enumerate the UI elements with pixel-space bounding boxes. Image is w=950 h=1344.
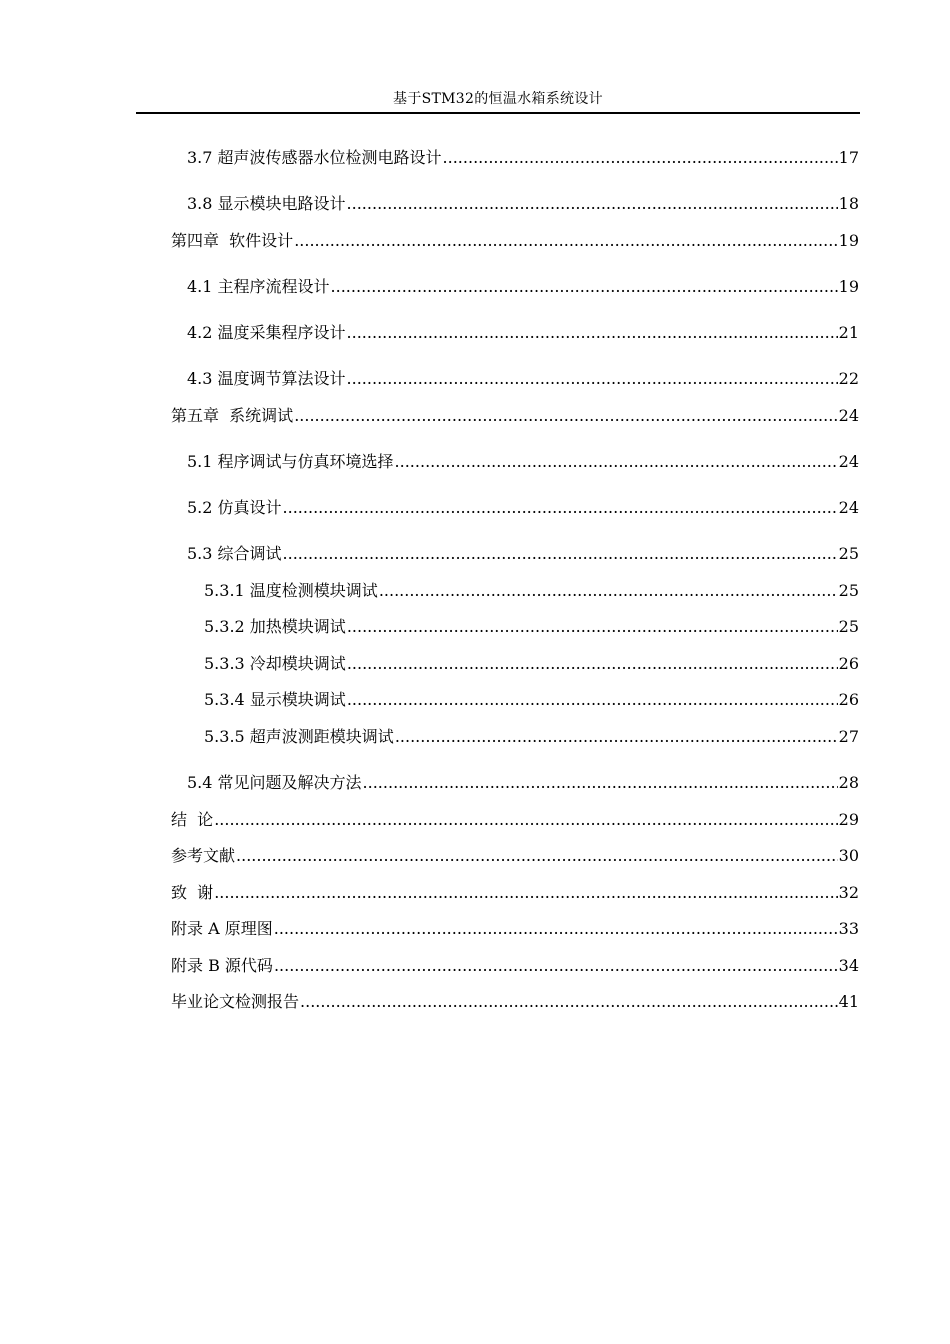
toc-page-number: 22 [838, 369, 859, 388]
toc-dot-leader [294, 404, 837, 428]
toc-entry-4-3[interactable] [187, 367, 859, 391]
toc-entry-5-3-1[interactable] [204, 579, 859, 603]
toc-page-number: 34 [838, 956, 859, 975]
toc-entry-5-3-5[interactable] [204, 725, 859, 749]
toc-page-number: 30 [838, 846, 859, 865]
toc-entry-title: 4.3 温度调节算法设计 [187, 369, 346, 388]
toc-entry-title: 5.3.5 超声波测距模块调试 [204, 727, 394, 746]
toc-entry-chapter-4[interactable] [171, 229, 859, 253]
toc-entry-title: 5.2 仿真设计 [187, 498, 282, 517]
toc-dot-leader [395, 450, 838, 474]
toc-dot-leader [395, 725, 838, 749]
toc-entry-5-3-4[interactable] [204, 688, 859, 712]
toc-entry-title: 5.3.4 显示模块调试 [204, 690, 346, 709]
toc-page-number: 24 [838, 406, 859, 425]
toc-entry-4-2[interactable] [187, 321, 859, 345]
toc-page-number: 25 [838, 617, 859, 636]
running-header-title: 基于STM32的恒温水箱系统设计 [393, 91, 603, 107]
toc-entry-title: 附录 B 源代码 [171, 956, 273, 975]
toc-entry-chapter-5[interactable] [171, 404, 859, 428]
toc-dot-leader [347, 688, 838, 712]
toc-entry-title: 5.4 常见问题及解决方法 [187, 773, 362, 792]
toc-page-number: 29 [838, 810, 859, 829]
toc-entry-4-1[interactable] [187, 275, 859, 299]
toc-dot-leader [347, 321, 838, 345]
toc-entry-title: 结 论 [171, 810, 214, 829]
toc-entry-5-1[interactable] [187, 450, 859, 474]
toc-page-number: 25 [838, 581, 859, 600]
toc-entry-5-3[interactable] [187, 542, 859, 566]
toc-page-number: 21 [838, 323, 859, 342]
toc-entry-title: 4.2 温度采集程序设计 [187, 323, 346, 342]
toc-entry-references[interactable] [171, 844, 859, 868]
toc-dot-leader [274, 917, 838, 941]
toc-entry-conclusion[interactable] [171, 808, 859, 832]
toc-dot-leader [347, 615, 838, 639]
toc-page-number: 41 [838, 992, 859, 1011]
toc-entry-title: 毕业论文检测报告 [171, 992, 300, 1011]
toc-entry-3-8[interactable] [187, 192, 859, 216]
toc-dot-leader [347, 367, 838, 391]
toc-dot-leader [363, 771, 838, 795]
toc-entry-title: 第五章 系统调试 [171, 406, 294, 425]
toc-entry-title: 附录 A 原理图 [171, 919, 273, 938]
toc-page-number: 28 [838, 773, 859, 792]
toc-page-number: 17 [838, 148, 859, 167]
toc-page-number: 19 [838, 231, 859, 250]
toc-dot-leader [443, 146, 838, 170]
toc-entry-check-report[interactable] [171, 990, 859, 1014]
toc-entry-title: 5.3.2 加热模块调试 [204, 617, 346, 636]
toc-entry-title: 参考文献 [171, 846, 236, 865]
toc-page-number: 25 [838, 544, 859, 563]
toc-page-number: 27 [838, 727, 859, 746]
toc-entry-5-3-2[interactable] [204, 615, 859, 639]
toc-page-number: 24 [838, 452, 859, 471]
toc-dot-leader [331, 275, 838, 299]
toc-entry-title: 3.8 显示模块电路设计 [187, 194, 346, 213]
toc-page-number: 18 [838, 194, 859, 213]
toc-entry-acknowledgements[interactable] [171, 881, 859, 905]
toc-entry-title: 5.1 程序调试与仿真环境选择 [187, 452, 394, 471]
toc-dot-leader [274, 954, 838, 978]
toc-entry-title: 5.3.1 温度检测模块调试 [204, 581, 378, 600]
toc-page-number: 26 [838, 654, 859, 673]
toc-dot-leader [214, 808, 837, 832]
toc-entry-title: 5.3 综合调试 [187, 544, 282, 563]
toc-entry-title: 致 谢 [171, 883, 214, 902]
toc-page-number: 33 [838, 919, 859, 938]
toc-dot-leader [283, 542, 838, 566]
toc-dot-leader [294, 229, 837, 253]
toc-dot-leader [283, 496, 838, 520]
toc-dot-leader [214, 881, 837, 905]
toc-page-number: 24 [838, 498, 859, 517]
toc-entry-5-2[interactable] [187, 496, 859, 520]
toc-dot-leader [347, 652, 838, 676]
toc-page-number: 32 [838, 883, 859, 902]
toc-dot-leader [379, 579, 838, 603]
toc-entry-appendix-b[interactable] [171, 954, 859, 978]
toc-entry-appendix-a[interactable] [171, 917, 859, 941]
toc-entry-title: 3.7 超声波传感器水位检测电路设计 [187, 148, 442, 167]
toc-page-number: 26 [838, 690, 859, 709]
toc-page-number: 19 [838, 277, 859, 296]
toc-entry-5-3-3[interactable] [204, 652, 859, 676]
toc-entry-title: 第四章 软件设计 [171, 231, 294, 250]
toc-dot-leader [347, 192, 838, 216]
toc-entry-title: 4.1 主程序流程设计 [187, 277, 330, 296]
toc-entry-5-4[interactable] [187, 771, 859, 795]
toc-dot-leader [236, 844, 838, 868]
toc-dot-leader [300, 990, 838, 1014]
toc-entry-title: 5.3.3 冷却模块调试 [204, 654, 346, 673]
toc-entry-3-7[interactable] [187, 146, 859, 170]
